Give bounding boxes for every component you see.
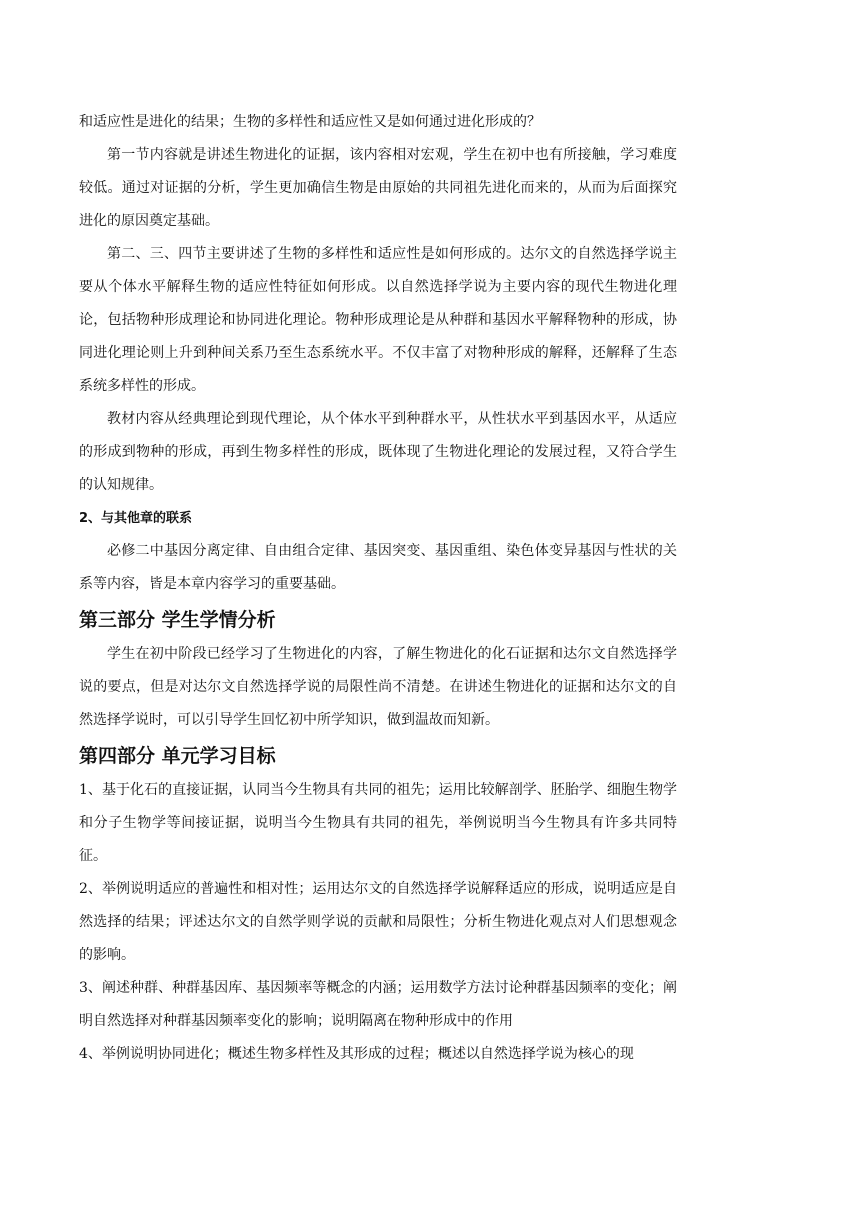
learning-goal-2: 2、举例说明适应的普遍性和相对性；运用达尔文的自然选择学说解释适应的形成，说明适应是自然选择的结果；评述达尔文的自然学则学说的贡献和局限性；分析生物进化观点对人们思想观念的影响。 [79, 881, 677, 963]
section-heading-student-analysis: 第三部分 学生学情分析 [79, 609, 276, 631]
paragraph-sections-two-to-four: 第二、三、四节主要讲述了生物的多样性和适应性是如何形成的。达尔文的自然选择学说主要从个体水平解释生物的适应性特征如何形成。以自然选择学说为主要内容的现代生物进化理论，包括物种形成理论和协同进化理论。物种形成理论是从种群和基因水平解释物种的形成，协同进化理论则上升到种间关系乃至生态系统水平。不仅丰富了对物种形成的解释，还解释了生态系统多样性的形成。 [79, 246, 677, 394]
paragraph-textbook-content: 教材内容从经典理论到现代理论，从个体水平到种群水平，从性状水平到基因水平，从适应的形成到物种的形成，再到生物多样性的形成，既体现了生物进化理论的发展过程，又符合学生的认知规律。 [79, 411, 677, 493]
paragraph-section-one: 第一节内容就是讲述生物进化的证据，该内容相对宏观，学生在初中也有所接触，学习难度较低。通过对证据的分析，学生更加确信生物是由原始的共同祖先进化而来的，从而为后面探究进化的原因奠定基础。 [79, 147, 677, 229]
document-body [79, 106, 677, 1071]
section-heading-learning-goals: 第四部分 单元学习目标 [79, 745, 276, 767]
paragraph-prerequisites: 必修二中基因分离定律、自由组合定律、基因突变、基因重组、染色体变异基因与性状的关系等内容，皆是本章内容学习的重要基础。 [79, 543, 677, 592]
learning-goal-4: 4、举例说明协同进化；概述生物多样性及其形成的过程；概述以自然选择学说为核心的现 [79, 1046, 634, 1062]
learning-goal-3: 3、阐述种群、种群基因库、基因频率等概念的内涵；运用数学方法讨论种群基因频率的变化；阐明自然选择对种群基因频率变化的影响；说明隔离在物种形成中的作用 [79, 980, 677, 1029]
paragraph-student-analysis: 学生在初中阶段已经学习了生物进化的内容，了解生物进化的化石证据和达尔文自然选择学说的要点，但是对达尔文自然选择学说的局限性尚不清楚。在讲述生物进化的证据和达尔文的自然选择学说时，可以引导学生回忆初中所学知识，做到温故而知新。 [79, 646, 677, 728]
learning-goal-1: 1、基于化石的直接证据，认同当今生物具有共同的祖先；运用比较解剖学、胚胎学、细胞生物学和分子生物学等间接证据，说明当今生物具有共同的祖先，举例说明当今生物具有许多共同特征。 [79, 782, 677, 864]
subheading-relation-to-other-chapters: 2、与其他章的联系 [79, 511, 193, 526]
paragraph-continuation: 和适应性是进化的结果；生物的多样性和适应性又是如何通过进化形成的？ [79, 114, 541, 130]
